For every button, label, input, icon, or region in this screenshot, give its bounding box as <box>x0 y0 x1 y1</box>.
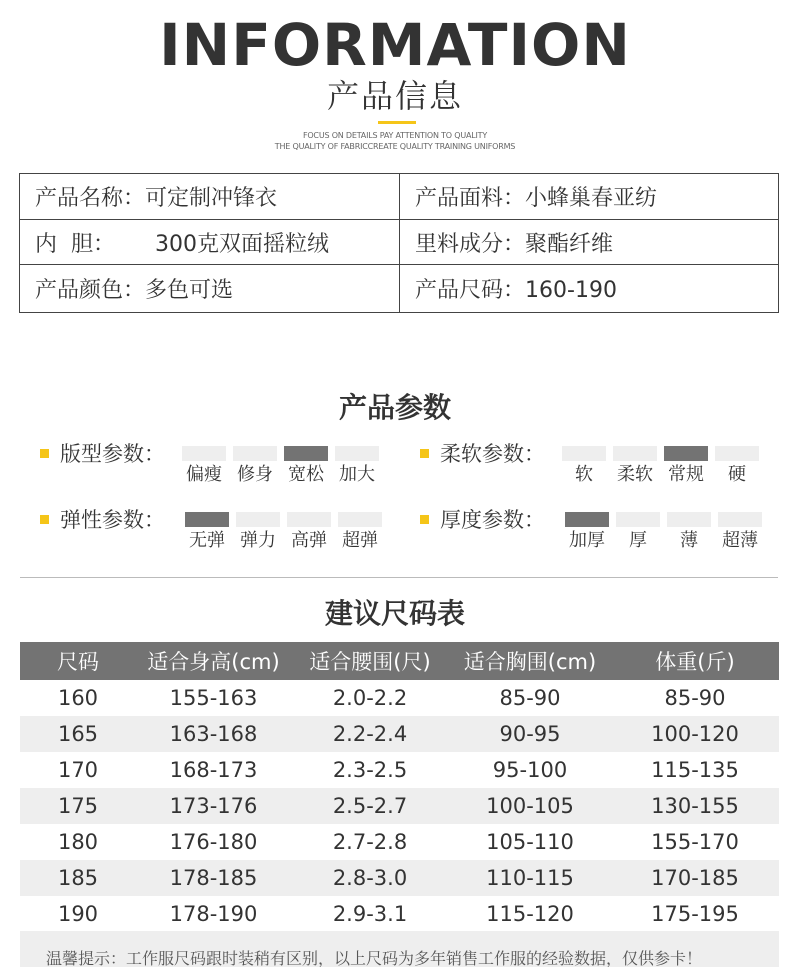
param-option-label: 加大 <box>339 464 375 485</box>
param-group <box>40 438 400 498</box>
table-row <box>20 680 779 716</box>
table-cell: 100-105 <box>449 788 611 824</box>
param-option <box>562 438 606 485</box>
param-option-label: 高弹 <box>291 530 327 551</box>
table-cell: 115-120 <box>486 902 574 926</box>
subtitle-line-1: FOCUS ON DETAILS PAY ATTENTION TO QUALITY <box>302 131 488 140</box>
color-label: 产品颜色： <box>35 278 146 303</box>
param-bar <box>335 446 379 461</box>
color-value: 多色可选 <box>145 278 234 303</box>
param-bar <box>616 512 660 527</box>
table-cell: 168-173 <box>169 758 258 782</box>
info-cell-size <box>400 265 779 313</box>
size-chart-body <box>20 680 779 932</box>
table-cell: 85-90 <box>499 686 561 710</box>
params-section-title: 产品参数 <box>338 391 451 424</box>
title-english: INFORMATION <box>159 11 631 79</box>
info-cell-lining <box>20 220 400 265</box>
lining-value: 300克双面摇粒绒 <box>155 231 329 257</box>
param-bar <box>562 446 606 461</box>
table-cell: 163-168 <box>136 716 291 752</box>
table-cell: 155-163 <box>169 686 258 710</box>
param-bar <box>236 512 280 527</box>
param-option <box>613 438 657 485</box>
table-cell: 100-120 <box>611 716 779 752</box>
param-option-label: 加厚 <box>569 530 605 551</box>
table-cell: 2.2-2.4 <box>291 716 449 752</box>
size-chart-column-header: 适合胸围(cm) <box>449 642 611 680</box>
param-option <box>664 438 708 485</box>
table-row <box>20 896 779 932</box>
table-cell: 85-90 <box>664 686 726 710</box>
table-cell: 180 <box>57 830 99 854</box>
param-option <box>284 438 328 485</box>
table-cell: 130-155 <box>611 788 779 824</box>
table-row <box>20 860 779 896</box>
fabric-label: 产品面料： <box>415 186 526 211</box>
table-cell: 90-95 <box>449 716 611 752</box>
table-cell: 176-180 <box>169 830 258 854</box>
table-cell: 115-135 <box>651 758 739 782</box>
param-option-label: 超薄 <box>722 530 758 551</box>
name-value: 可定制冲锋衣 <box>145 186 278 211</box>
param-option-label: 修身 <box>237 464 273 485</box>
table-row <box>20 752 779 788</box>
param-option-label: 厚 <box>629 530 647 551</box>
param-bar <box>287 512 331 527</box>
param-option <box>185 504 229 551</box>
bullet-icon <box>40 449 49 458</box>
bullet-icon <box>420 449 429 458</box>
size-chart-column-header: 体重(斤) <box>611 642 779 680</box>
param-option <box>616 504 660 551</box>
param-option-label: 无弹 <box>189 530 225 551</box>
param-group <box>420 438 780 498</box>
param-bar <box>718 512 762 527</box>
param-bar-selected <box>565 512 609 527</box>
subtitle-line-2: THE QUALITY OF FABRICCREATE QUALITY TRAINING UNIFORMS <box>274 142 516 151</box>
table-row <box>20 716 779 752</box>
param-bar-selected <box>185 512 229 527</box>
info-cell-composition <box>400 220 779 265</box>
fabric-value: 小蜂巢春亚纺 <box>525 186 658 211</box>
table-row <box>20 824 779 860</box>
param-group <box>40 504 400 564</box>
info-cell-fabric <box>400 174 779 220</box>
info-row <box>20 220 779 265</box>
table-cell: 2.7-2.8 <box>332 830 408 854</box>
table-cell: 165 <box>20 716 136 752</box>
tip-note: 温馨提示：工作服尺码跟时装稍有区别，以上尺码为多年销售工作服的经验数据，仅供参卡！ <box>20 931 779 967</box>
table-cell: 190 <box>57 902 99 926</box>
info-cell-name <box>20 174 400 220</box>
table-cell: 175-195 <box>651 902 739 926</box>
table-cell: 105-110 <box>486 830 574 854</box>
name-label: 产品名称： <box>35 186 146 211</box>
table-cell: 170-185 <box>611 860 779 896</box>
table-cell: 170 <box>57 758 99 782</box>
size-label: 产品尺码： <box>415 278 526 303</box>
title-chinese: 产品信息 <box>326 77 463 115</box>
param-label: 版型参数： <box>60 442 165 466</box>
bullet-icon <box>40 515 49 524</box>
product-info-table <box>19 173 779 313</box>
param-option <box>715 438 759 485</box>
table-cell: 2.9-3.1 <box>332 902 408 926</box>
size-chart-column-header: 尺码 <box>20 642 136 680</box>
composition-label: 里料成分： <box>415 231 526 257</box>
param-option-label: 硬 <box>728 464 746 485</box>
param-option-label: 超弹 <box>342 530 378 551</box>
table-cell: 178-190 <box>169 902 258 926</box>
table-cell: 175 <box>20 788 136 824</box>
table-row <box>20 788 779 824</box>
param-option <box>233 438 277 485</box>
param-option <box>236 504 280 551</box>
param-group <box>420 504 780 564</box>
size-chart-table <box>20 642 779 932</box>
param-option-label: 弹力 <box>240 530 276 551</box>
table-cell: 2.0-2.2 <box>332 686 408 710</box>
param-option <box>182 438 226 485</box>
param-label: 柔软参数： <box>440 442 545 466</box>
info-cell-color <box>20 265 400 313</box>
param-option <box>718 504 762 551</box>
table-cell: 160 <box>57 686 99 710</box>
param-option-label: 薄 <box>680 530 698 551</box>
table-cell: 155-170 <box>651 830 739 854</box>
param-bar <box>182 446 226 461</box>
lining-label: 内 胆： <box>35 231 115 257</box>
param-option <box>565 504 609 551</box>
section-divider <box>20 577 778 578</box>
param-option-label: 宽松 <box>288 464 324 485</box>
param-option-label: 软 <box>575 464 593 485</box>
param-bar <box>613 446 657 461</box>
param-bar <box>667 512 711 527</box>
size-chart-column-header: 适合腰围(尺) <box>291 642 449 680</box>
title-accent-bar <box>378 121 416 124</box>
table-cell: 2.3-2.5 <box>332 758 408 782</box>
table-cell: 173-176 <box>136 788 291 824</box>
info-row <box>20 174 779 220</box>
param-bar-selected <box>664 446 708 461</box>
param-option <box>338 504 382 551</box>
param-bar <box>233 446 277 461</box>
size-chart-title: 建议尺码表 <box>324 597 465 630</box>
size-value: 160-190 <box>525 278 617 303</box>
table-cell: 2.8-3.0 <box>291 860 449 896</box>
param-option-label: 常规 <box>668 464 704 485</box>
table-cell: 178-185 <box>136 860 291 896</box>
table-cell: 185 <box>20 860 136 896</box>
param-label: 弹性参数： <box>60 508 165 532</box>
size-chart-column-header: 适合身高(cm) <box>136 642 291 680</box>
param-bar-selected <box>284 446 328 461</box>
param-option <box>335 438 379 485</box>
size-chart-header-row <box>20 642 779 680</box>
bullet-icon <box>420 515 429 524</box>
param-label: 厚度参数： <box>440 508 545 532</box>
param-option <box>287 504 331 551</box>
param-option-label: 柔软 <box>617 464 653 485</box>
table-cell: 95-100 <box>492 758 568 782</box>
param-option-label: 偏瘦 <box>186 464 222 485</box>
info-row <box>20 265 779 313</box>
composition-value: 聚酯纤维 <box>525 231 614 257</box>
table-cell: 2.5-2.7 <box>291 788 449 824</box>
param-option <box>667 504 711 551</box>
table-cell: 110-115 <box>449 860 611 896</box>
param-bar <box>338 512 382 527</box>
param-bar <box>715 446 759 461</box>
